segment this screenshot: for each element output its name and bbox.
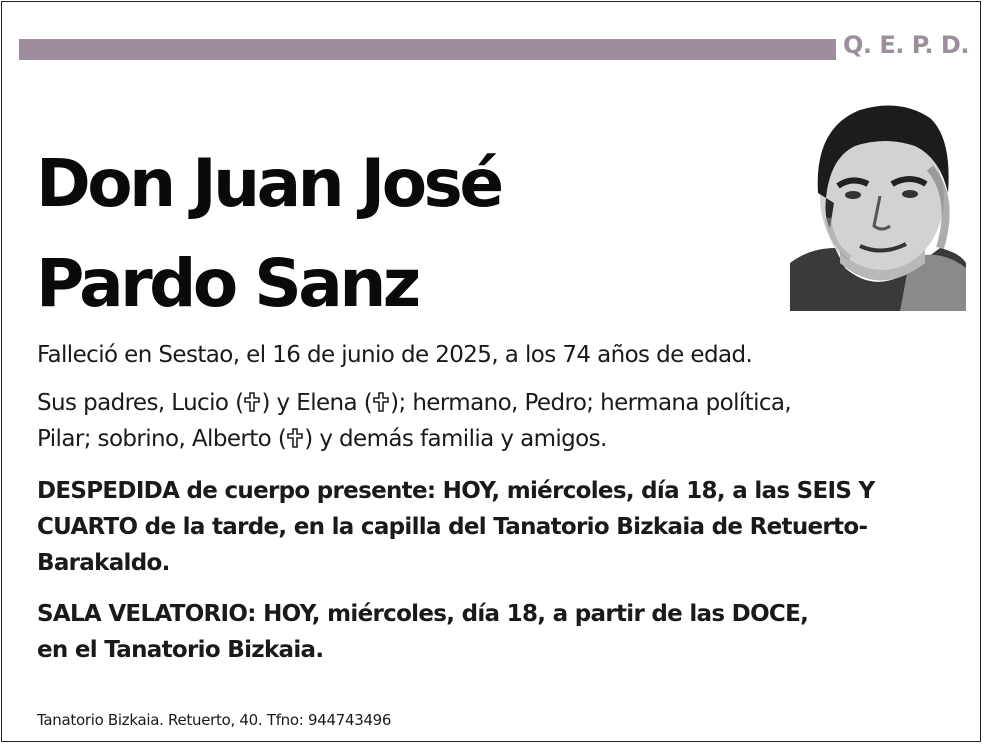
wake-line-2: en el Tanatorio Bizkaia. bbox=[37, 637, 324, 663]
family-text-2: ) y Elena ( bbox=[261, 390, 373, 416]
footer-contact: Tanatorio Bizkaia. Retuerto, 40. Tfno: 944743496 bbox=[37, 711, 392, 729]
wake-line-1: SALA VELATORIO: HOY, miércoles, día 18, a partir de las DOCE, bbox=[37, 601, 809, 627]
portrait-photo bbox=[790, 98, 966, 311]
funeral-details: DESPEDIDA de cuerpo presente: HOY, miércoles, día 18, a las SEIS Y CUARTO de la tarde, en la capilla del Tanatorio Bizkaia de Retuerto-Barakaldo. bbox=[37, 478, 875, 576]
family-text-1: Sus padres, Lucio ( bbox=[37, 390, 244, 416]
name-line-2: Pardo Sanz bbox=[36, 245, 418, 322]
name-line-1: Don Juan José bbox=[36, 145, 501, 222]
family-text-3: ); hermano, Pedro; hermana política, bbox=[390, 390, 792, 416]
cross-icon bbox=[286, 427, 304, 449]
deceased-name bbox=[36, 134, 501, 334]
cross-icon bbox=[372, 391, 390, 413]
qepd-label: Q. E. P. D. bbox=[843, 31, 969, 59]
header-bar bbox=[19, 39, 836, 60]
wake-details bbox=[37, 596, 957, 668]
cross-icon bbox=[243, 391, 261, 413]
portrait-image bbox=[790, 98, 966, 311]
death-notice-line: Falleció en Sestao, el 16 de junio de 2025, a los 74 años de edad. bbox=[37, 342, 753, 368]
family-text-5: ) y demás familia y amigos. bbox=[304, 426, 607, 452]
family-list bbox=[37, 385, 957, 457]
family-text-4: Pilar; sobrino, Alberto ( bbox=[37, 426, 287, 452]
